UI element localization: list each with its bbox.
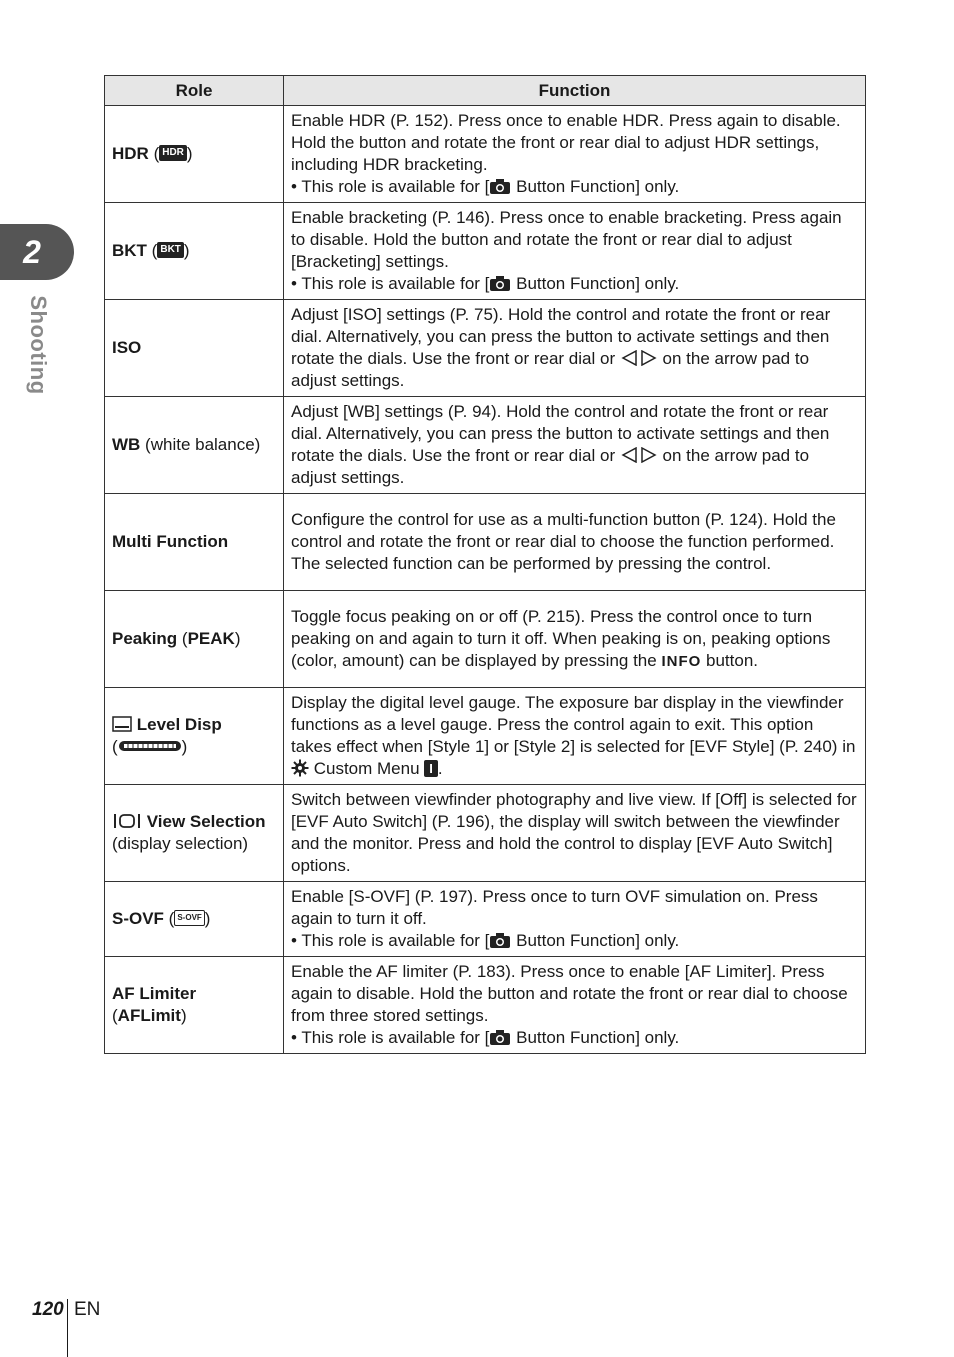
- arrow-left-right-icon: [620, 350, 658, 366]
- role-paren-open: (: [148, 144, 160, 163]
- table-row: [105, 300, 866, 397]
- role-cell: [105, 591, 284, 688]
- role-name: Level Disp: [136, 715, 222, 734]
- function-cell: [284, 494, 866, 591]
- camera-icon: [489, 178, 511, 195]
- role-name: S-OVF: [112, 909, 164, 928]
- footer-divider: [67, 1299, 68, 1357]
- s-ovf-icon: S-OVF: [174, 910, 204, 926]
- note-text-end: Button Function] only.: [511, 931, 680, 950]
- role-paren-close: ): [180, 1006, 187, 1025]
- role-cell: [105, 882, 284, 957]
- note-text-end: Button Function] only.: [511, 1028, 680, 1047]
- function-cell: [284, 300, 866, 397]
- role-cell: [105, 785, 284, 882]
- role-paren-close: ): [181, 737, 188, 756]
- note-text: • This role is available for [: [291, 177, 490, 196]
- function-text: Adjust [WB] settings (P. 94). Hold the control and rotate the front or rear dial. Alternatively, you can press the button to activate settings and then rotate the dials. Use the front or rear dial or: [291, 402, 830, 465]
- camera-icon: [489, 275, 511, 292]
- chapter-tab: [0, 224, 74, 280]
- table-row: [105, 882, 866, 957]
- availability-note: [291, 1027, 858, 1049]
- role-function-table: [104, 75, 866, 1054]
- role-name: WB: [112, 435, 141, 454]
- language-code: EN: [74, 1299, 101, 1320]
- hdr-icon: HDR: [159, 145, 187, 161]
- table-header-row: [105, 76, 866, 106]
- function-text-end: button.: [701, 650, 758, 670]
- chapter-label: Shooting: [26, 295, 51, 395]
- header-function: Function: [284, 76, 866, 106]
- role-name: ISO: [112, 338, 142, 357]
- function-cell: [284, 688, 866, 785]
- chapter-number: 2: [23, 233, 41, 270]
- role-paren-open: (: [177, 629, 188, 648]
- function-text: Configure the control for use as a multi-function button (P. 124). Hold the control and rotate the front or rear dial to choose the function performed. The selected function can be performed by pressing the control.: [291, 510, 836, 573]
- role-subtitle: (white balance): [140, 435, 261, 454]
- function-cell: [284, 957, 866, 1054]
- camera-icon: [489, 932, 511, 949]
- function-text: Toggle focus peaking on or off (P. 215). Press the control once to turn peaking on and again to turn it off. When peaking is on, peaking options (color, amount) can be displayed by pressing the: [291, 606, 831, 670]
- function-text: Enable bracketing (P. 146). Press once to enable bracketing. Press again to disable. Hold the button and rotate the front or rear dial to adjust [Bracketing] settings.: [291, 208, 842, 271]
- table-row: [105, 397, 866, 494]
- table-row: [105, 688, 866, 785]
- role-paren-close: ): [186, 144, 193, 163]
- table-row: [105, 106, 866, 203]
- table-row: [105, 494, 866, 591]
- role-cell: [105, 957, 284, 1054]
- role-cell: [105, 397, 284, 494]
- availability-note: [291, 930, 858, 952]
- function-text: Display the digital level gauge. The exposure bar display in the viewfinder functions as a level gauge. Press the control again to exit. This option takes effect when [Style 1] or [Style 2] is selected for [EVF Style] (P. 240) in: [291, 693, 856, 756]
- role-paren-close: ): [204, 909, 211, 928]
- availability-note: [291, 273, 858, 295]
- role-paren-open: (: [112, 737, 118, 756]
- function-text-end: on the arrow pad to adjust settings.: [291, 349, 810, 390]
- role-paren-open: (: [146, 241, 158, 260]
- table-row: [105, 957, 866, 1054]
- role-cell: [105, 494, 284, 591]
- function-text-mid: Custom Menu: [309, 759, 425, 778]
- role-name: BKT: [112, 241, 147, 260]
- camera-icon: [489, 1029, 511, 1046]
- bkt-icon: BKT: [157, 242, 184, 258]
- function-text-end: on the arrow pad to adjust settings.: [291, 446, 810, 487]
- availability-note: [291, 176, 858, 198]
- menu-number-icon: I: [424, 760, 438, 777]
- role-paren-close: ): [183, 241, 190, 260]
- note-text: • This role is available for [: [291, 931, 490, 950]
- table-row: [105, 591, 866, 688]
- function-cell: [284, 397, 866, 494]
- level-gauge-icon: [112, 716, 132, 732]
- role-cell: [105, 106, 284, 203]
- role-subtitle: (display selection): [112, 834, 249, 853]
- header-role: Role: [105, 76, 284, 106]
- role-cell: [105, 203, 284, 300]
- table-row: [105, 785, 866, 882]
- function-text: Enable the AF limiter (P. 183). Press once to enable [AF Limiter]. Press again to disable. Hold the button and rotate the front or rear dial to choose from three stored settings.: [291, 962, 848, 1025]
- function-text: Enable HDR (P. 152). Press once to enable HDR. Press again to disable. Hold the button and rotate the front or rear dial to adjust HDR settings, including HDR bracketing.: [291, 111, 841, 174]
- role-abbrev: AFLimit: [117, 1006, 181, 1025]
- role-name: Peaking: [112, 629, 178, 648]
- role-cell: [105, 688, 284, 785]
- level-bar-icon: [118, 740, 182, 752]
- function-cell: [284, 203, 866, 300]
- note-text-end: Button Function] only.: [511, 274, 680, 293]
- function-text-end: .: [437, 759, 443, 778]
- function-cell: [284, 591, 866, 688]
- role-cell: [105, 300, 284, 397]
- view-switch-icon: [112, 812, 142, 830]
- function-cell: [284, 785, 866, 882]
- gear-icon: [291, 759, 309, 777]
- note-text-end: Button Function] only.: [511, 177, 680, 196]
- role-paren-open: (: [112, 1006, 118, 1025]
- info-button-label: INFO: [661, 652, 702, 670]
- role-paren-open: (: [163, 909, 175, 928]
- role-name: HDR: [112, 144, 149, 163]
- role-name: View Selection: [146, 812, 266, 831]
- function-cell: [284, 882, 866, 957]
- function-text: Enable [S-OVF] (P. 197). Press once to turn OVF simulation on. Press again to turn it off.: [291, 887, 818, 928]
- role-paren-close: ): [234, 629, 241, 648]
- note-text: • This role is available for [: [291, 1028, 490, 1047]
- arrow-left-right-icon: [620, 447, 658, 463]
- function-cell: [284, 106, 866, 203]
- page-number: 120: [32, 1299, 64, 1320]
- function-text: Switch between viewfinder photography and live view. If [Off] is selected for [EVF Auto Switch] (P. 196), the display will switch between the viewfinder and the monitor. Press and hold the control to display [EVF Auto Switch] options.: [291, 790, 857, 875]
- function-text: Adjust [ISO] settings (P. 75). Hold the control and rotate the front or rear dial. Alternatively, you can press the button to activate settings and then rotate the dials. Use the front or rear dial or: [291, 305, 831, 368]
- role-abbrev: PEAK: [187, 629, 235, 648]
- role-name: AF Limiter: [112, 984, 197, 1003]
- note-text: • This role is available for [: [291, 274, 490, 293]
- table-row: [105, 203, 866, 300]
- role-name: Multi Function: [112, 532, 229, 551]
